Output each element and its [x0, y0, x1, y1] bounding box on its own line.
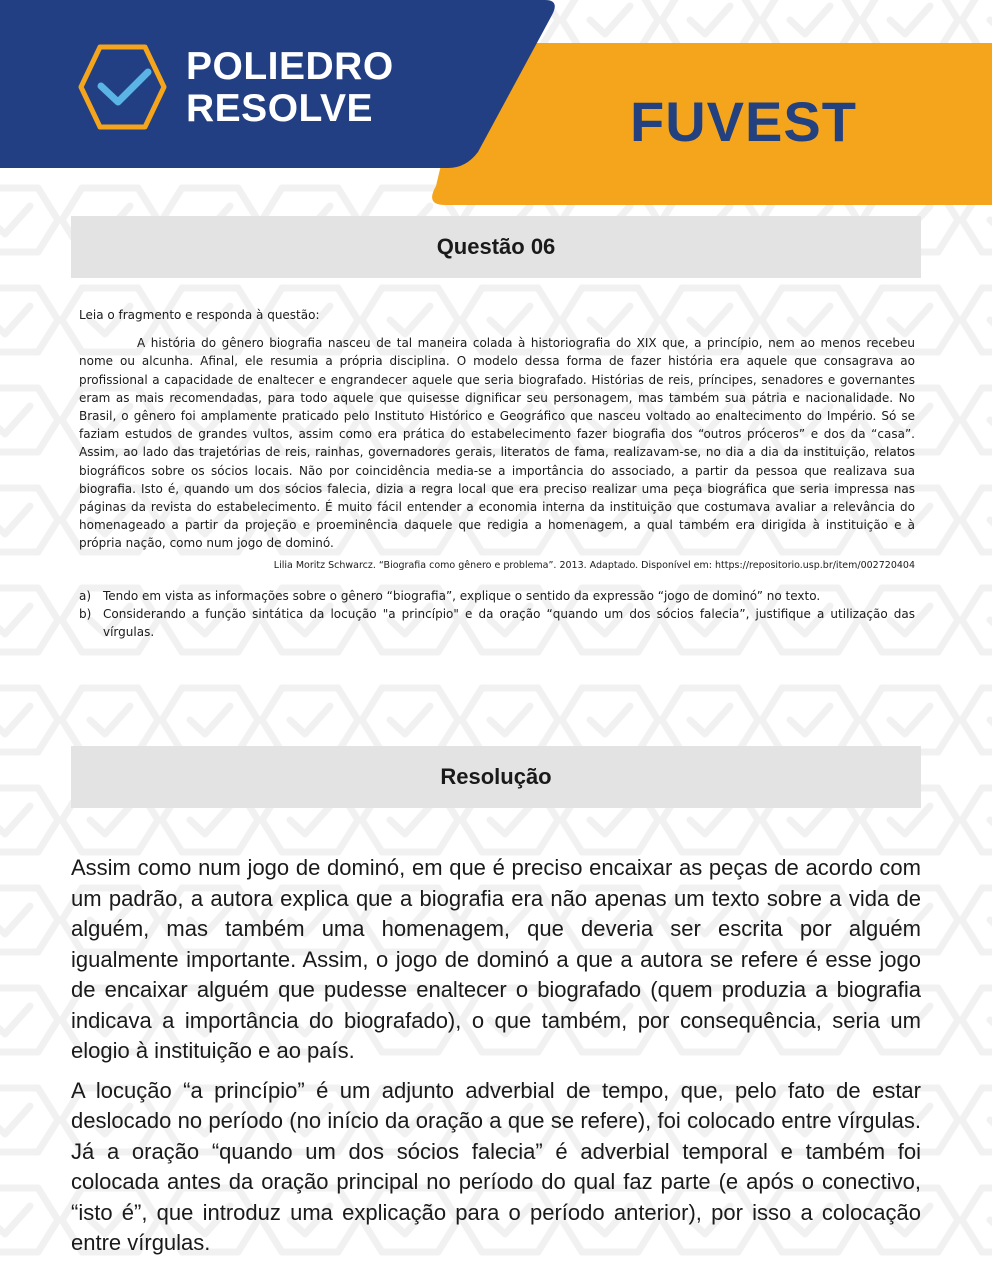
passage-text: A história do gênero biografia nasceu de tal maneira colada à historiografia do XIX que, a princípio, nem ao menos recebeu nome ou alcunha. Afinal, ele resumia a própria disciplina. O modelo dessa forma de fazer história era aquele que consagrava ao profissional a capacidade de enaltecer e engrandecer aquele que seria biografado. Histórias de reis, príncipes, senadores e governantes eram as mais recomendadas, para todo aquele que quisesse dignificar seu personagem, mas também sua pátria e nacionalidade. No Brasil, o gênero foi amplamente praticado pelo Instituto Histórico e Geográfico que nasceu voltado ao enaltecimento do Império. Só se faziam estudos de grandes vultos, assim como era prática do estabelecimento fazer biografia dos “outros próceros” e dos da “casa”. Assim, ao lado das trajetórias de reis, rainhas, governadores gerais, literatos de fama, realizavam-se, no dia a dia da instituição, relatos biográficos sobre os sócios locais. Não por coincidência media-se a importância do associado, a partir da pessoa que realizava sua biografia. Isto é, quando um dos sócios falecia, dizia a regra local que era preciso realizar uma peça biográfica que seria impressa nas páginas da revista do estabelecimento. É muito fácil entender a economia interna da instituição que costumava avaliar a relevância do homenageado a partir da projeção e proeminência daquele que redigia a homenagem, a qual também era dirigida à instituição e à própria nação, como num jogo de dominó. — [79, 336, 915, 551]
question-items — [79, 587, 915, 642]
exam-name: FUVEST — [630, 90, 857, 153]
question-intro: Leia o fragmento e responda à questão: — [79, 308, 320, 322]
brand-logo-text — [186, 46, 394, 130]
item-label: a) — [79, 588, 92, 603]
resolution-title: Resolução — [440, 764, 552, 789]
brand-line-2: RESOLVE — [186, 87, 373, 130]
item-text: Considerando a função sintática da locução "a princípio" e da oração “quando um dos sócios falecia”, justifique a utilização das vírgulas. — [103, 606, 915, 640]
question-title: Questão 06 — [436, 234, 556, 259]
resolution-title-bar — [71, 746, 921, 808]
item-text: Tendo em vista as informações sobre o gênero “biografia”, explique o sentido da expressão “jogo de dominó” no texto. — [103, 588, 821, 603]
brand-line-1: POLIEDRO — [186, 45, 394, 88]
question-statement — [79, 306, 915, 641]
resolution-paragraph-2: A locução “a princípio” é um adjunto adverbial de tempo, que, pelo fato de estar deslocado no período (no início da oração a que se refere), foi colocado entre vírgulas. Já a oração “quando um dos sócios falecia” é adverbial temporal e também foi colocada antes da oração principal no período do qual faz parte (e após o conectivo, “isto é”, que introduz uma explicação para o período anterior), por isso a colocação entre vírgulas. — [71, 1077, 921, 1255]
question-title-bar — [71, 216, 921, 278]
item-label: b) — [79, 606, 92, 621]
resolution-text — [71, 853, 921, 1268]
question-item-a — [79, 587, 915, 605]
resolution-paragraph-1: Assim como num jogo de dominó, em que é preciso encaixar as peças de acordo com um padrão, a autora explica que a biografia era não apenas um texto sobre a vida de alguém, mas também uma homenagem, que deveria ser escrita por alguém igualmente importante. Assim, o jogo de dominó a que a autora se refere é esse jogo de encaixar alguém que pudesse enaltecer o biografado (quem produzia a biografia indicava a importância do biografado), o que também, por consequência, seria um elogio à instituição e ao país. — [71, 855, 921, 1063]
question-item-b — [79, 605, 915, 641]
passage-source: Lilia Moritz Schwarcz. “Biografia como gênero e problema”. 2013. Adaptado. Disponível em: https://repositorio.usp.br/item/002720404 — [273, 559, 915, 571]
